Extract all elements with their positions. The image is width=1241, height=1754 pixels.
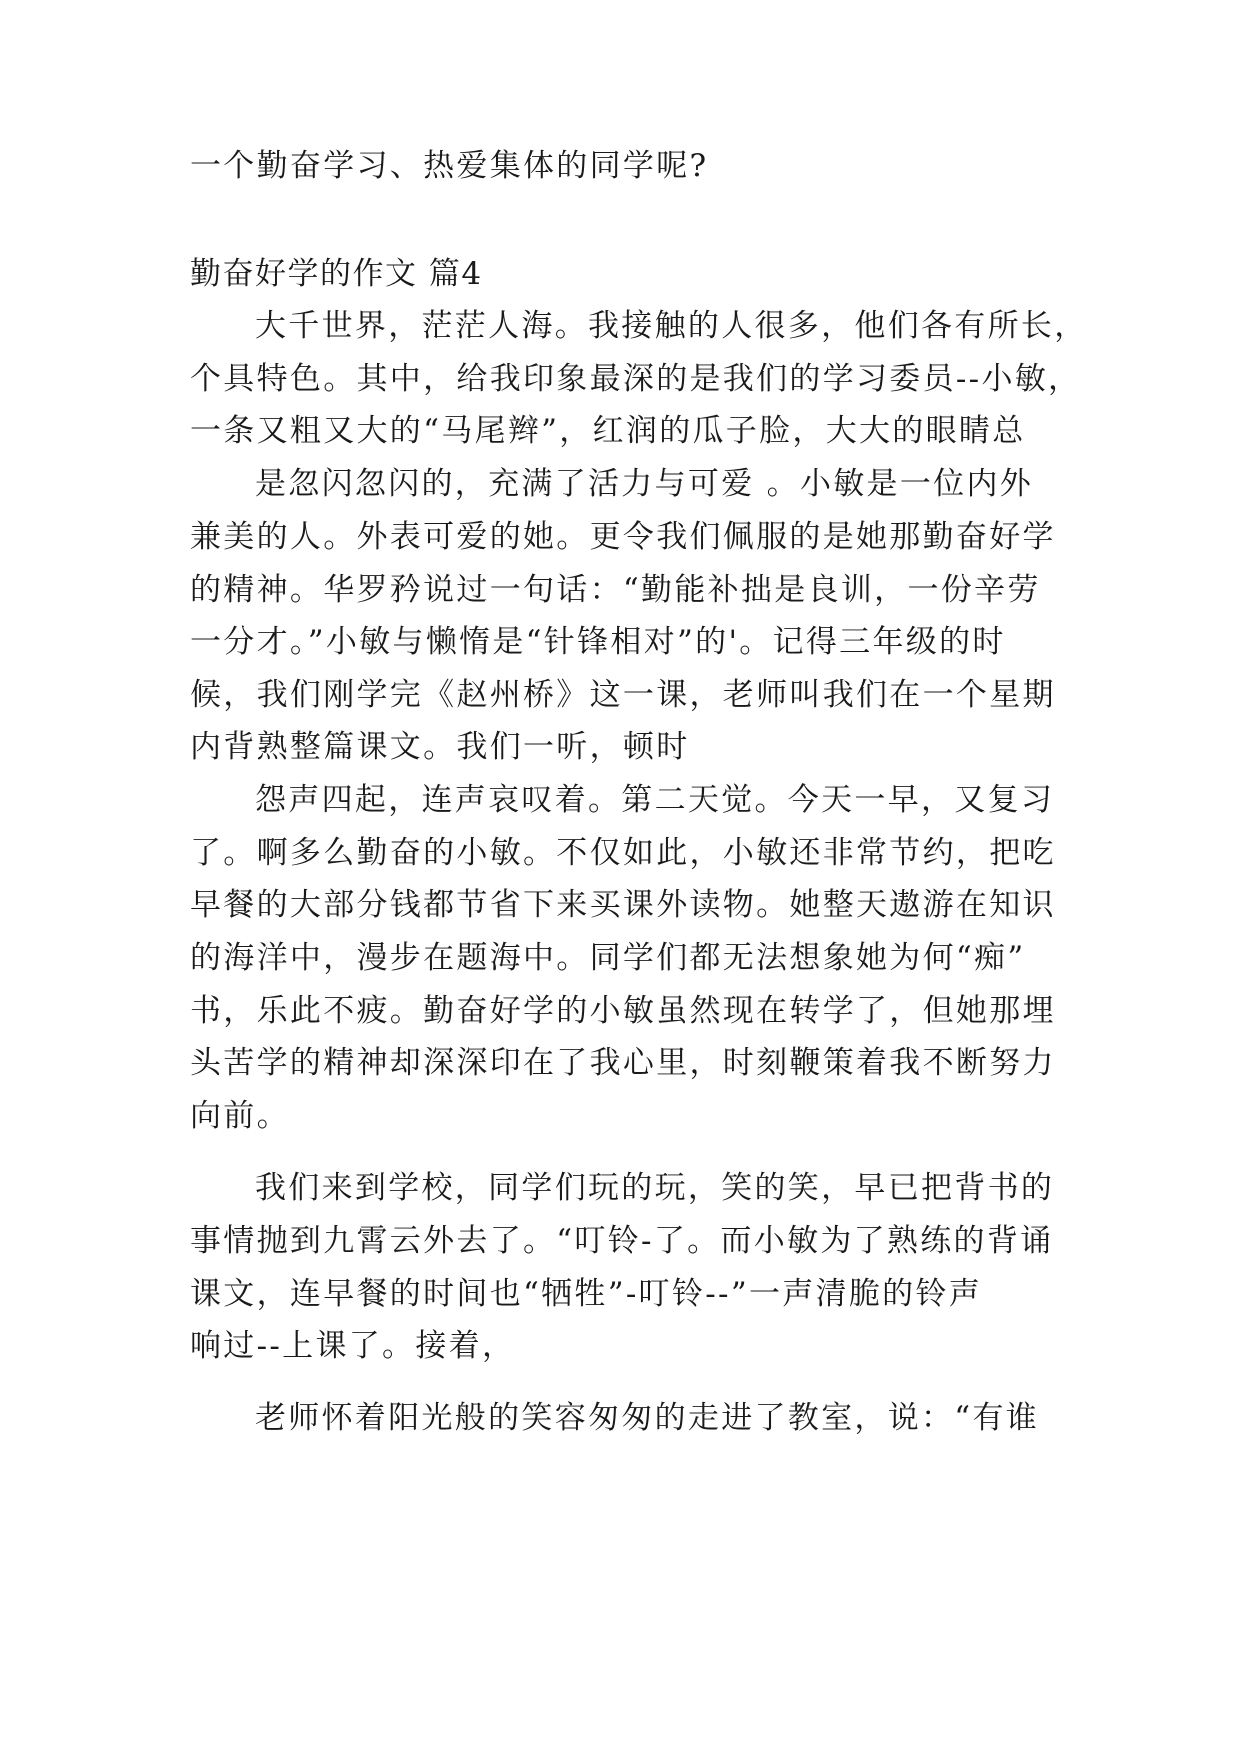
paragraph-line: 怨声四起，连声哀叹着。第二天觉。今天一早，又复习 [255, 782, 1055, 818]
section-heading: 勤奋好学的作文 篇4 [190, 256, 483, 292]
paragraph-line: 大千世界，茫茫人海。我接触的人很多，他们各有所长， [255, 308, 1088, 344]
paragraph-line: 老师怀着阳光般的笑容匆匆的走进了教室，说：“有谁 [255, 1400, 1040, 1436]
paragraph-line: 我们来到学校，同学们玩的玩，笑的笑，早已把背书的 [255, 1170, 1055, 1206]
paragraph-line: 课文，连早餐的时间也“牺牲”-叮铃--”一声清脆的铃声 [190, 1276, 983, 1312]
paragraph-line: 一条又粗又大的“马尾辫”，红润的瓜子脸，大大的眼睛总 [190, 413, 1026, 449]
paragraph-line: 的海洋中，漫步在题海中。同学们都无法想象她为何“痴” [190, 940, 1026, 976]
paragraph-line: 了。啊多么勤奋的小敏。不仅如此，小敏还非常节约，把吃 [190, 835, 1056, 871]
paragraph-line: 是忽闪忽闪的，充满了活力与可爱 。小敏是一位内外 [255, 466, 1034, 502]
text-line: 一个勤奋学习、热爱集体的同学呢? [190, 148, 709, 184]
paragraph-line: 向前。 [190, 1098, 290, 1134]
paragraph-line: 响过--上课了。接着， [190, 1328, 516, 1364]
paragraph-line: 事情抛到九霄云外去了。“叮铃-了。而小敏为了熟练的背诵 [190, 1223, 1054, 1259]
paragraph-line: 候，我们刚学完《赵州桥》这一课，老师叫我们在一个星期 [190, 677, 1056, 713]
paragraph-line: 书，乐此不疲。勤奋好学的小敏虽然现在转学了，但她那埋 [190, 993, 1056, 1029]
paragraph-line: 头苦学的精神却深深印在了我心里，时刻鞭策着我不断努力 [190, 1045, 1056, 1081]
paragraph-line: 一分才。”小敏与懒惰是“针锋相对”的'。记得三年级的时 [190, 624, 1006, 660]
paragraph-line: 内背熟整篇课文。我们一听，顿时 [190, 729, 690, 765]
paragraph-line: 的精神。华罗矜说过一句话：“勤能补拙是良训，一份辛劳 [190, 572, 1041, 608]
paragraph-line: 兼美的人。外表可爱的她。更令我们佩服的是她那勤奋好学 [190, 519, 1056, 555]
paragraph-line: 个具特色。其中，给我印象最深的是我们的学习委员--小敏， [190, 361, 1082, 397]
paragraph-line: 早餐的大部分钱都节省下来买课外读物。她整天遨游在知识 [190, 887, 1056, 923]
